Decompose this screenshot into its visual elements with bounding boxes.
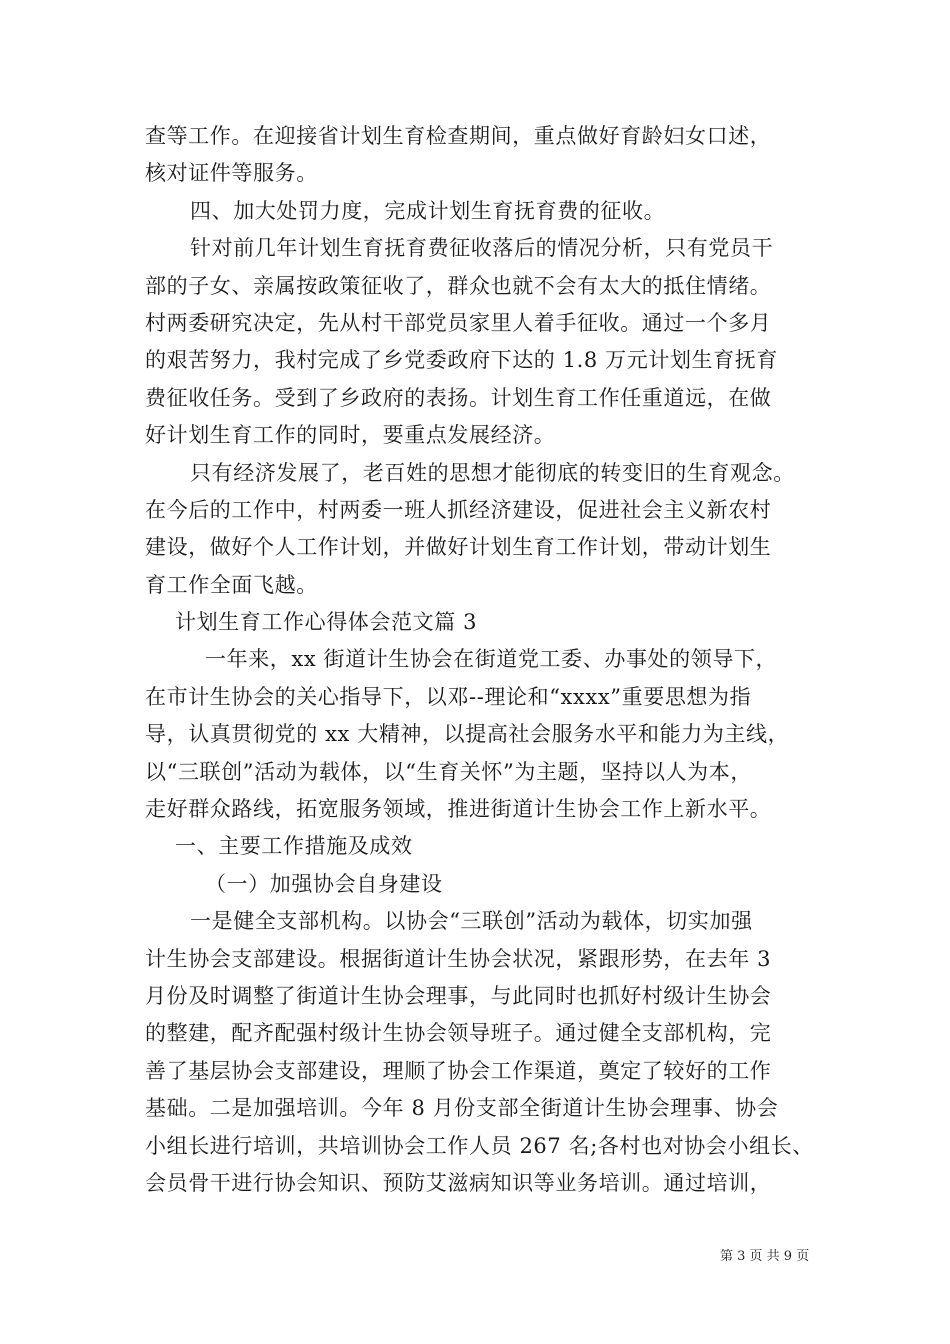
text-line: 好计划生育工作的同时，要重点发展经济。 bbox=[145, 423, 556, 448]
document-body bbox=[145, 118, 815, 1202]
text-line: 以“三联创”活动为载体，以“生育关怀”为主题，坚持以人为本， bbox=[145, 759, 752, 784]
text-line: 的整建，配齐配强村级计生协会领导班子。通过健全支部机构，完 bbox=[145, 1021, 772, 1046]
text-line: 只有经济发展了，老百姓的思想才能彻底的转变旧的生育观念。 bbox=[190, 460, 795, 485]
text-line: 走好群众路线，拓宽服务领域，推进街道计生协会工作上新水平。 bbox=[145, 797, 772, 822]
text-line: 一是健全支部机构。以协会“三联创”活动为载体，切实加强 bbox=[190, 909, 753, 934]
text-line: 查等工作。在迎接省计划生育检查期间，重点做好育龄妇女口述， bbox=[145, 124, 772, 148]
text-line: 建设，做好个人工作计划，并做好计划生育工作计划，带动计划生 bbox=[145, 535, 772, 560]
text-line: 月份及时调整了街道计生协会理事，与此同时也抓好村级计生协会 bbox=[145, 983, 772, 1008]
text-line: 善了基层协会支部建设，理顺了协会工作渠道，奠定了较好的工作 bbox=[145, 1058, 772, 1083]
text-line: 计生协会支部建设。根据街道计生协会状况，紧跟形势，在去年 3 bbox=[145, 946, 772, 971]
text-line: 在市计生协会的关心指导下，以邓--理论和“xxxx”重要思想为指 bbox=[145, 684, 752, 709]
text-line: 小组长进行培训，共培训协会工作人员 267 名;各村也对协会小组长、 bbox=[145, 1133, 814, 1158]
text-line: 会员骨干进行协会知识、预防艾滋病知识等业务培训。通过培训， bbox=[145, 1170, 772, 1195]
text-line: 育工作全面飞越。 bbox=[145, 572, 318, 597]
text-line: 核对证件等服务。 bbox=[145, 161, 318, 186]
text-line: 部的子女、亲属按政策征收了，群众也就不会有太大的抵住情绪。 bbox=[145, 273, 772, 298]
section-heading: 四、加大处罚力度，完成计划生育抚育费的征收。 bbox=[190, 198, 666, 223]
text-line: 在今后的工作中，村两委一班人抓经济建设，促进社会主义新农村 bbox=[145, 497, 772, 522]
text-line: 的艰苦努力，我村完成了乡党委政府下达的 1.8 万元计划生育抚育 bbox=[145, 348, 778, 373]
section-heading: 一、主要工作措施及成效 bbox=[175, 834, 413, 859]
text-line: 村两委研究决定，先从村干部党员家里人着手征收。通过一个多月 bbox=[145, 310, 772, 335]
text-line: 针对前几年计划生育抚育费征收落后的情况分析，只有党员干 bbox=[190, 236, 774, 261]
text-line: 费征收任务。受到了乡政府的表扬。计划生育工作任重道远，在做 bbox=[145, 385, 772, 410]
text-line: 基础。二是加强培训。今年 8 月份支部全街道计生协会理事、协会 bbox=[145, 1096, 779, 1121]
page-number: 第 3 页 共 9 页 bbox=[720, 1249, 810, 1264]
article-title: 计划生育工作心得体会范文篇 3 bbox=[175, 610, 478, 635]
text-line: 导，认真贯彻党的 xx 大精神，以提高社会服务水平和能力为主线， bbox=[145, 722, 790, 747]
subsection-heading: （一）加强协会自身建设 bbox=[205, 871, 443, 896]
text-line: 一年来，xx 街道计生协会在街道党工委、办事处的领导下， bbox=[205, 647, 778, 672]
